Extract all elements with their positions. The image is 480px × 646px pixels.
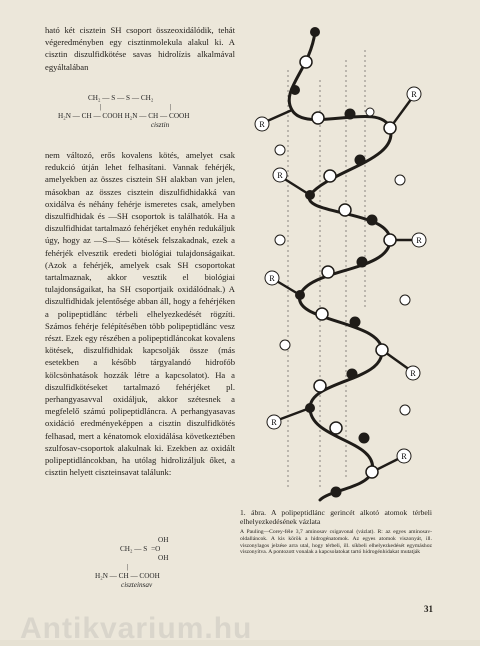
cystine-row-1: CH₂ — S — S — CH₂ bbox=[88, 94, 154, 102]
r-label-8: R bbox=[401, 452, 407, 461]
r-label-6: R bbox=[410, 369, 416, 378]
text-column bbox=[45, 24, 235, 73]
figure-caption-title: 1. ábra. A polipeptidlánc gerincét alkotó atomok térbeli elhelyezkedésének vázlata bbox=[240, 508, 432, 527]
r-label-7: R bbox=[271, 418, 277, 427]
r-group-1 bbox=[255, 117, 269, 131]
r-group-8 bbox=[397, 449, 411, 463]
r-group-7 bbox=[267, 415, 281, 429]
r-group-2 bbox=[407, 87, 421, 101]
r-group-3 bbox=[273, 168, 287, 182]
r-label-4: R bbox=[416, 236, 422, 245]
figure-caption-note: A Pauling—Corey-féle 3,7 aminosav csigavonal (vázlat). R: az egyes aminosav-oldalláncok. A kis körök a hidrogénatomok. Az egyes atomok viszonyát, ill. viszonylagos jelzése arra utal, hogy térbeli, ill. síkbeli elhelyezkedését egymáshoz viszonyítva. A pontozott vonalak a kapcsolatokat tartó hidrogénhidakat mutatják bbox=[240, 529, 432, 556]
watermark: Antikvarium.hu bbox=[20, 612, 253, 645]
cysteic-row-s: CH₂ — S =O bbox=[120, 545, 161, 553]
cysteic-row-2: H₂N — CH — COOH bbox=[95, 572, 160, 580]
cysteic-ch2-s: CH₂ — S bbox=[120, 545, 148, 553]
cystine-structure bbox=[58, 94, 218, 130]
cysteic-oh-2: OH bbox=[158, 554, 169, 562]
cysteic-acid-structure: OH CH₂ — S =O OH | H₂N — CH — COOH ciszteinsav bbox=[95, 536, 205, 590]
r-label-2: R bbox=[411, 90, 417, 99]
atoms bbox=[275, 27, 410, 498]
r-label-3: R bbox=[277, 171, 283, 180]
paragraph-1: ható két cisztein SH csoport összeoxidálódik, tehát végeredményben egy cisztinmolekula alakul ki. A cisztin diszulfidkötése savas hidrolízis alkalmával egyáltalában bbox=[45, 25, 235, 72]
r-group-5 bbox=[265, 271, 279, 285]
r-groups bbox=[255, 87, 426, 463]
r-group-6 bbox=[406, 366, 420, 380]
cystine-row-2: H₂N — CH — COOH H₂N — CH — COOH bbox=[58, 112, 190, 120]
paragraph-2: nem változó, erős kovalens kötés, amelyet csak redukció útján lehet felhasítani. Vannak fehérjék, amelyekben az összes cisztein SH alakban van jelen, másokban az összes cisztein diszulfidhidakká van oxidálva és néhány fehérje ismeretes csak, amelyben diszulfidhidak és —SH csoportok is találhatók. Ha a diszulfidhidat tartalmazó fehérjéket enyhén redukáljuk úgy, hogy az —S—S— kötések felszakadnak, ezek a fehérjék elvesztik eredeti biológiai tulajdonságaikat. (Azok a fehérjék, amelyek csak SH csoportokat tartalmaznak, akkor vesztik el biológiai tulajdonságaikat, ha SH csoportjaik oxidálódnak.) A diszulfidhidak jelentősége abban áll, hogy a fehérjéken a polipeptidlánc térbeli elhelyezkedését rögzíti. Számos fehérje felépítésében több polipeptidlánc vesz részt. Ezek egy részében a polipeptidláncokat kovalens kötések, diszulfidhidak kapcsolják össze (más esetekben a később tárgyalandó hidrofób kölcsönhatások hozzák létre a kapcsolatot). Ha a diszulfidkötéseket tartalmazó fehérjéket pl. perhangyasavval oxidáljuk, akkor szétesnek a megfelelő számú polipeptidláncra. A perhangyasavas oxidáció eredményeképpen a cisztin diszulfidkötés felhasad, mert a kénatomok eloxidálása következtében szulfosav-csoportok alakulnak ki. Ezekben az oxidált polipeptidláncokban, ha utólag hidrolizáljuk őket, a cisztin helyett ciszteinsavat találunk: bbox=[45, 150, 235, 478]
cysteic-o: O bbox=[155, 545, 161, 553]
text-column-continued bbox=[45, 149, 235, 478]
polypeptide-helix-figure bbox=[240, 10, 440, 510]
page-number: 31 bbox=[424, 604, 433, 614]
cysteic-caption: ciszteinsav bbox=[121, 581, 153, 589]
r-label-5: R bbox=[269, 274, 275, 283]
r-group-4 bbox=[412, 233, 426, 247]
cysteic-oh-1: OH bbox=[158, 536, 169, 544]
cystine-caption: cisztin bbox=[150, 121, 170, 129]
figure-caption bbox=[240, 508, 432, 556]
cystine-row-2-marks: | | bbox=[100, 103, 171, 111]
r-label-1: R bbox=[259, 120, 265, 129]
